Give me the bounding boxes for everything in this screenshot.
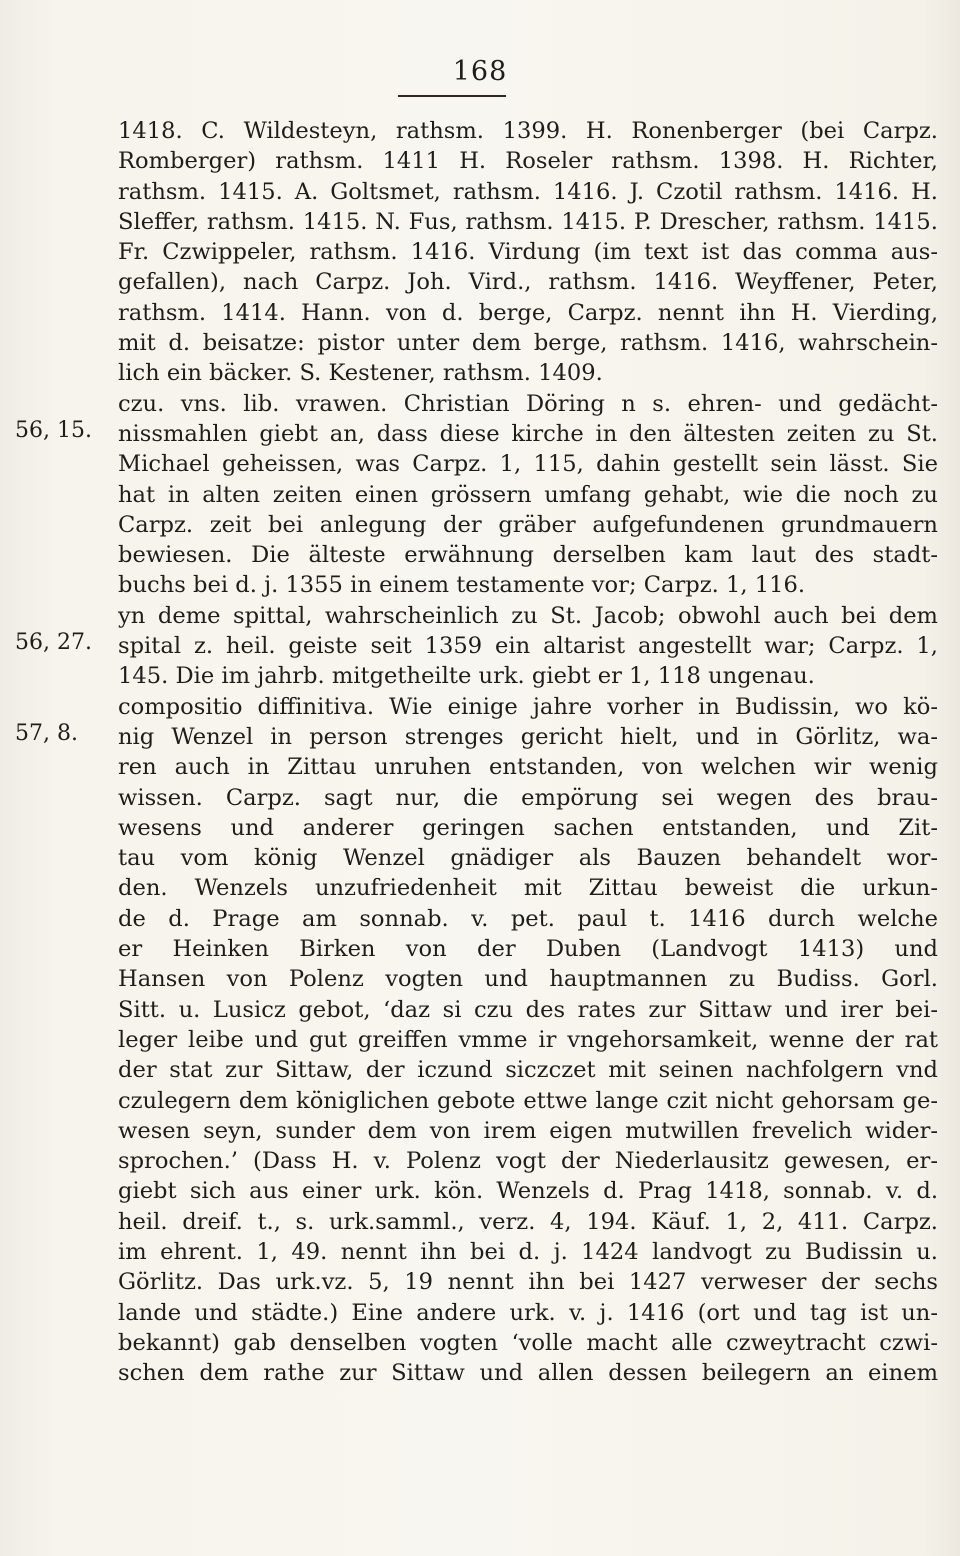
text-line: im ehrent. 1, 49. nennt ihn bei d. j. 1424 landvogt zu Budissin u. <box>118 1238 938 1265</box>
text-line: giebt sich aus einer urk. kön. Wenzels d. Prag 1418, sonnab. v. d. <box>118 1178 938 1205</box>
text-line: Görlitz. Das urk.vz. 5, 19 nennt ihn bei 1427 verweser der sechs <box>118 1269 938 1296</box>
page-number-rule <box>398 95 506 97</box>
text-line: bewiesen. Die älteste erwähnung derselben kam laut des stadt- <box>118 542 938 569</box>
text-line: 145. Die im jahrb. mitgetheilte urk. giebt er 1, 118 ungenau. <box>118 663 815 690</box>
text-line: bekannt) gab denselben vogten ‘volle macht alle czweytracht czwi- <box>118 1329 938 1356</box>
text-line: er Heinken Birken von der Duben (Landvogt 1413) und <box>118 936 938 963</box>
text-line: hat in alten zeiten einen grössern umfang gehabt, wie die noch zu <box>118 481 938 508</box>
text-line: nig Wenzel in person strenges gericht hielt, und in Görlitz, wa- <box>118 723 938 750</box>
text-line: rathsm. 1415. A. Goltsmet, rathsm. 1416. J. Czotil rathsm. 1416. H. <box>118 178 938 205</box>
text-line: wissen. Carpz. sagt nur, die empörung sei wegen des brau- <box>118 784 938 811</box>
body-text <box>118 116 938 1388</box>
text-line: den. Wenzels unzufriedenheit mit Zittau beweist die urkun- <box>118 875 938 902</box>
text-line: spital z. heil. geiste seit 1359 ein altarist angestellt war; Carpz. 1, <box>118 633 938 660</box>
text-line: Michael geheissen, was Carpz. 1, 115, dahin gestellt sein lässt. Sie <box>118 451 938 478</box>
text-line: lich ein bäcker. S. Kestener, rathsm. 1409. <box>118 360 603 387</box>
text-line: czulegern dem königlichen gebote ettwe lange czit nicht gehorsam ge- <box>118 1087 938 1114</box>
text-line: schen dem rathe zur Sittaw und allen dessen beilegern an einem <box>118 1360 938 1387</box>
text-line: sprochen.’ (Dass H. v. Polenz vogt der Niederlausitz gewesen, er- <box>118 1148 938 1175</box>
text-line: Fr. Czwippeler, rathsm. 1416. Virdung (im text ist das comma aus- <box>118 239 938 266</box>
text-line: Sleffer, rathsm. 1415. N. Fus, rathsm. 1415. P. Drescher, rathsm. 1415. <box>118 208 938 235</box>
text-line: ren auch in Zittau unruhen entstanden, von welchen wir wenig <box>118 754 938 781</box>
text-line: leger leibe und gut greiffen vmme ir vngehorsamkeit, wenne der rat <box>118 1026 938 1053</box>
text-line: wesen seyn, sunder dem von irem eigen mutwillen frevelich wider- <box>118 1117 938 1144</box>
text-line: yn deme spittal, wahrscheinlich zu St. Jacob; obwohl auch bei dem <box>118 602 938 629</box>
text-line: czu. vns. lib. vrawen. Christian Döring n s. ehren- und gedächt- <box>118 390 938 417</box>
margin-reference: 56, 27. <box>15 630 92 655</box>
margin-reference: 56, 15. <box>15 418 92 443</box>
text-line: buchs bei d. j. 1355 in einem testamente vor; Carpz. 1, 116. <box>118 572 806 599</box>
text-line: wesens und anderer geringen sachen entstanden, und Zit- <box>118 814 938 841</box>
text-line: lande und städte.) Eine andere urk. v. j. 1416 (ort und tag ist un- <box>118 1299 938 1326</box>
page-number: 168 <box>452 56 508 87</box>
text-line: compositio diffinitiva. Wie einige jahre vorher in Budissin, wo kö- <box>118 693 938 720</box>
text-line: der stat zur Sittaw, der iczund siczczet mit seinen nachfolgern vnd <box>118 1057 938 1084</box>
text-line: Carpz. zeit bei anlegung der gräber aufgefundenen grundmauern <box>118 511 938 538</box>
text-line: Hansen von Polenz vogten und hauptmannen zu Budiss. Gorl. <box>118 966 938 993</box>
margin-reference: 57, 8. <box>15 721 78 746</box>
text-line: gefallen), nach Carpz. Joh. Vird., rathsm. 1416. Weyffener, Peter, <box>118 269 938 296</box>
text-line: 1418. C. Wildesteyn, rathsm. 1399. H. Ronenberger (bei Carpz. <box>118 118 938 144</box>
text-line: de d. Prage am sonnab. v. pet. paul t. 1416 durch welche <box>118 905 938 932</box>
text-line: tau vom könig Wenzel gnädiger als Bauzen behandelt wor- <box>118 845 938 872</box>
text-line: Sitt. u. Lusicz gebot, ‘daz si czu des rates zur Sittaw und irer bei- <box>118 996 938 1023</box>
text-line: Romberger) rathsm. 1411 H. Roseler rathsm. 1398. H. Richter, <box>118 148 938 175</box>
text-line: mit d. beisatze: pistor unter dem berge, rathsm. 1416, wahrschein- <box>118 330 938 357</box>
text-line: nissmahlen giebt an, dass diese kirche in den ältesten zeiten zu St. <box>118 420 938 447</box>
text-line: heil. dreif. t., s. urk.samml., verz. 4, 194. Käuf. 1, 2, 411. Carpz. <box>118 1208 938 1235</box>
text-line: rathsm. 1414. Hann. von d. berge, Carpz. nennt ihn H. Vierding, <box>118 299 938 326</box>
